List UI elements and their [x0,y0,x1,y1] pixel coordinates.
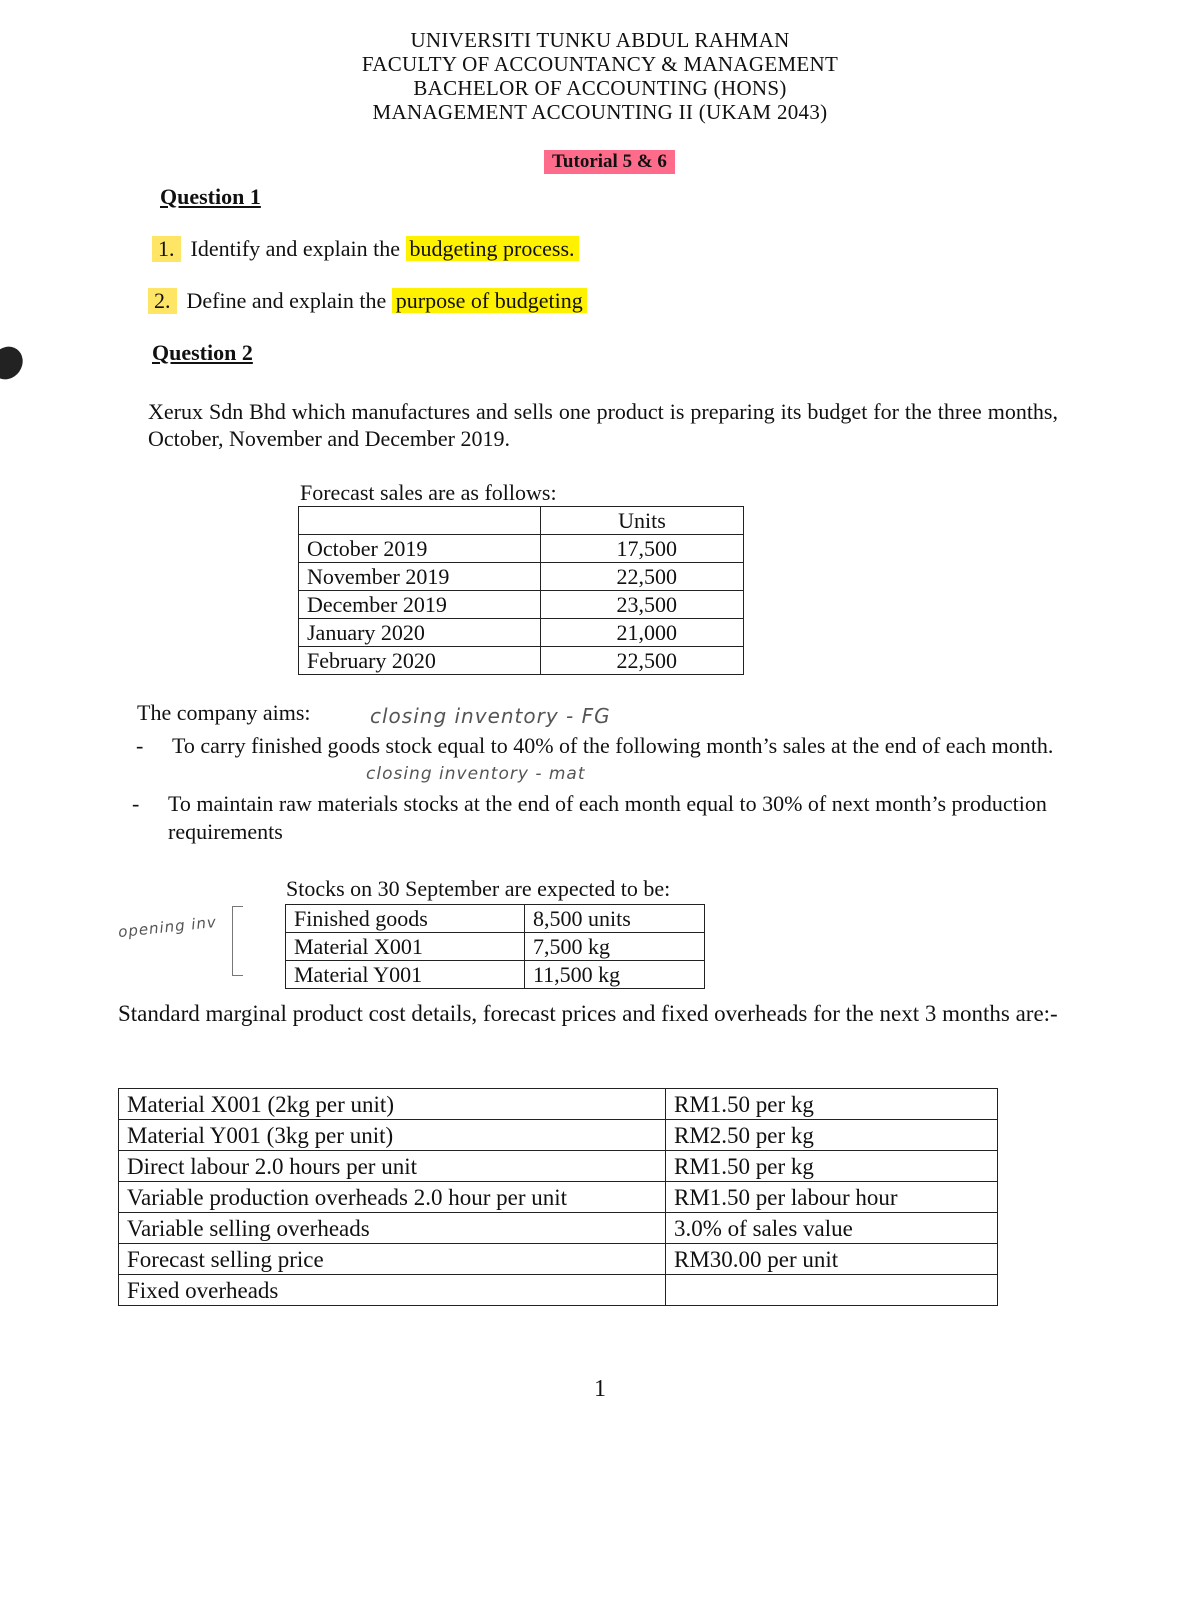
course-name: MANAGEMENT ACCOUNTING II (UKAM 2043) [372,100,828,124]
stock-caption: Stocks on 30 September are expected to be: [286,876,671,901]
table-row [119,1182,998,1213]
cost-value-cell: RM1.50 per kg [666,1089,998,1120]
bullet-dash: - [136,733,144,758]
table-row [299,647,744,675]
units-cell: 21,000 [541,619,744,647]
cost-item-cell: Material X001 (2kg per unit) [119,1089,666,1120]
question1-item-2 [148,288,587,314]
cost-value-cell: RM2.50 per kg [666,1120,998,1151]
document-header [0,28,1200,124]
handwritten-bracket [232,906,243,976]
period-cell: October 2019 [299,535,541,563]
table-row [119,1089,998,1120]
scan-blot [0,340,29,385]
units-cell: 22,500 [541,563,744,591]
table-row [286,905,705,933]
cost-value-cell: RM30.00 per unit [666,1244,998,1275]
cost-item-cell: Variable production overheads 2.0 hour per unit [119,1182,666,1213]
period-cell: December 2019 [299,591,541,619]
table-row [119,1244,998,1275]
stock-value-cell: 11,500 kg [525,961,705,989]
question1-heading: Question 1 [160,184,261,209]
cost-item-cell: Material Y001 (3kg per unit) [119,1120,666,1151]
aim-text: To carry finished goods stock equal to 40% of the following month’s sales at the end of each month. [172,733,1054,758]
header-cell [299,507,541,535]
table-row [299,535,744,563]
sales-caption: Forecast sales are as follows: [300,480,557,505]
units-cell: 23,500 [541,591,744,619]
table-row [299,563,744,591]
header-cell: Units [541,507,744,535]
cost-value-cell: 3.0% of sales value [666,1213,998,1244]
period-cell: January 2020 [299,619,541,647]
table-row [119,1120,998,1151]
item-number: 1. [152,236,181,262]
table-row [299,619,744,647]
highlighted-text: budgeting process. [406,236,579,261]
period-cell: February 2020 [299,647,541,675]
aims-label: The company aims: [137,700,311,725]
table-row [119,1151,998,1182]
table-row [286,961,705,989]
handwritten-note-closing-mat: closing inventory - mat [366,764,586,784]
units-cell: 22,500 [541,647,744,675]
stock-item-cell: Material X001 [286,933,525,961]
university-name: UNIVERSITI TUNKU ABDUL RAHMAN [410,28,790,52]
item-number: 2. [148,288,177,314]
bullet-dash: - [132,791,140,816]
stock-item-cell: Finished goods [286,905,525,933]
highlighted-text: purpose of budgeting [392,288,587,313]
handwritten-note-opening: opening inv [117,912,218,942]
aim-text: To maintain raw materials stocks at the end of each month equal to 30% of next month’s production requirements [168,791,1047,844]
cost-item-cell: Fixed overheads [119,1275,666,1306]
stock-item-cell: Material Y001 [286,961,525,989]
cost-value-cell: RM1.50 per kg [666,1151,998,1182]
table-row [119,1275,998,1306]
table-row [286,933,705,961]
item-text: Define and explain the [186,288,387,313]
cost-item-cell: Direct labour 2.0 hours per unit [119,1151,666,1182]
cost-item-cell: Forecast selling price [119,1244,666,1275]
question2-intro: Xerux Sdn Bhd which manufactures and sells one product is preparing its budget for the three months, October, November and December 2019. [148,399,1058,451]
stock-value-cell: 7,500 kg [525,933,705,961]
question1-item-1 [152,236,579,262]
opening-stock-table [285,904,705,989]
programme-name: BACHELOR OF ACCOUNTING (HONS) [413,76,787,100]
page-number: 1 [594,1376,606,1402]
period-cell: November 2019 [299,563,541,591]
cost-value-cell: RM1.50 per labour hour [666,1182,998,1213]
cost-intro: Standard marginal product cost details, forecast prices and fixed overheads for the next 3 months are:- [118,1001,1058,1026]
handwritten-note-closing-fg: closing inventory - FG [370,704,611,728]
aim-item-1 [136,732,1072,760]
item-text: Identify and explain the [190,236,401,261]
cost-value-cell [666,1275,998,1306]
stock-value-cell: 8,500 units [525,905,705,933]
faculty-name: FACULTY OF ACCOUNTANCY & MANAGEMENT [361,52,839,76]
table-header-row [299,507,744,535]
tutorial-label: Tutorial 5 & 6 [544,150,675,174]
table-row [119,1213,998,1244]
aim-item-2 [132,790,1078,846]
question2-heading: Question 2 [152,340,253,365]
units-cell: 17,500 [541,535,744,563]
cost-details-table [118,1088,998,1306]
table-row [299,591,744,619]
sales-forecast-table [298,506,744,675]
cost-item-cell: Variable selling overheads [119,1213,666,1244]
